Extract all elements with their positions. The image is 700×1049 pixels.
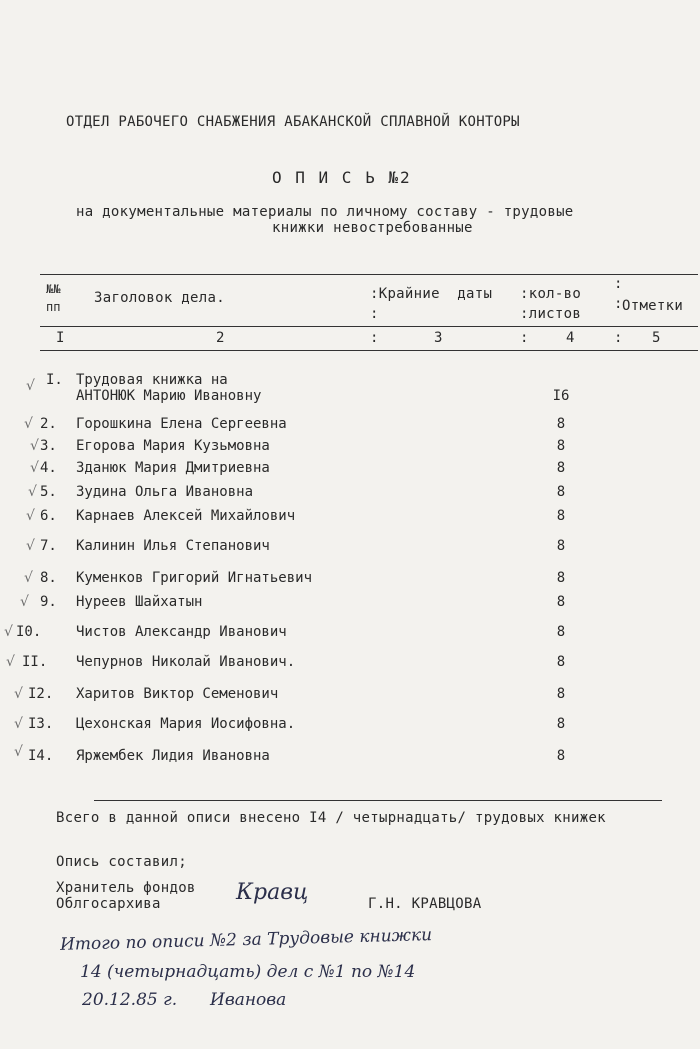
check-mark-icon: √ [24, 416, 33, 432]
row-title-continued: АНТОНЮК Марию Ивановну [76, 388, 262, 404]
row-number: I2. [28, 686, 54, 702]
row-count: 8 [556, 594, 566, 610]
keeper-label-line1: Хранитель фондов [56, 880, 196, 896]
row-title: Чепурнов Николай Иванович. [76, 654, 296, 670]
handwritten-signature: Иванова [210, 990, 287, 1010]
handwritten-note-line1: Итого по описи №2 за Трудовые книжки [59, 925, 433, 955]
row-count: 8 [556, 538, 566, 554]
col-header-notes: Отметки [622, 298, 684, 314]
row-count: 8 [556, 460, 566, 476]
row-title: Куменков Григорий Игнатьевич [76, 570, 313, 586]
row-title: Цехонская Мария Иосифовна. [76, 716, 296, 732]
col-header-dates: :Крайние даты : [370, 286, 493, 322]
document-title: О П И С Ь №2 [272, 168, 412, 187]
col-header-title: Заголовок дела. [94, 290, 225, 306]
row-number: 2. [40, 416, 57, 432]
col-header-count: :кол-во :листов [520, 286, 582, 322]
check-mark-icon: √ [20, 594, 29, 610]
check-mark-icon: √ [24, 570, 33, 586]
row-title: Нуреев Шайхатын [76, 594, 203, 610]
check-mark-icon: √ [6, 654, 15, 670]
row-title: Трудовая книжка на [76, 372, 228, 388]
handwritten-note-line3: 20.12.85 г. [82, 990, 178, 1010]
row-count: 8 [556, 686, 566, 702]
row-count: 8 [556, 624, 566, 640]
check-mark-icon: √ [4, 624, 13, 640]
colnum-3: 3 [434, 330, 443, 346]
row-number: I4. [28, 748, 54, 764]
colnum-4: 4 [566, 330, 575, 346]
subtitle-line2: книжки невостребованные [272, 220, 473, 236]
check-mark-icon: √ [26, 378, 35, 394]
row-count: 8 [556, 716, 566, 732]
row-number: 8. [40, 570, 57, 586]
table-colnum-rule [40, 350, 698, 351]
row-number: 6. [40, 508, 57, 524]
row-title: Зданюк Мария Дмитриевна [76, 460, 270, 476]
table-top-rule [40, 274, 698, 275]
col-sep: : [370, 330, 379, 346]
check-mark-icon: √ [28, 484, 37, 500]
row-count: 8 [556, 438, 566, 454]
row-count: 8 [556, 508, 566, 524]
col-header-number: №№ пп [46, 282, 61, 314]
col-sep: : [614, 276, 623, 292]
colnum-5: 5 [652, 330, 661, 346]
row-title: Калинин Илья Степанович [76, 538, 270, 554]
row-count: 8 [556, 484, 566, 500]
check-mark-icon: √ [26, 508, 35, 524]
check-mark-icon: √ [30, 438, 39, 454]
check-mark-icon: √ [14, 686, 23, 702]
row-count: 8 [556, 416, 566, 432]
row-number: 7. [40, 538, 57, 554]
keeper-name: Г.Н. КРАВЦОВА [368, 896, 482, 912]
row-count: 8 [556, 748, 566, 764]
row-count: I6 [552, 388, 570, 404]
row-title: Яржембек Лидия Ивановна [76, 748, 270, 764]
row-title: Карнаев Алексей Михайлович [76, 508, 296, 524]
footer-rule [94, 800, 662, 801]
row-count: 8 [556, 570, 566, 586]
row-number: I. [46, 372, 63, 388]
org-title: ОТДЕЛ РАБОЧЕГО СНАБЖЕНИЯ АБАКАНСКОЙ СПЛАВНОЙ КОНТОРЫ [66, 114, 520, 130]
row-number: II. [22, 654, 48, 670]
row-title: Егорова Мария Кузьмовна [76, 438, 270, 454]
row-title: Горошкина Елена Сергеевна [76, 416, 287, 432]
check-mark-icon: √ [14, 744, 23, 760]
table-header-rule [40, 326, 698, 327]
row-number: I0. [16, 624, 42, 640]
row-number: 9. [40, 594, 57, 610]
row-title: Зудина Ольга Ивановна [76, 484, 254, 500]
colnum-1: I [56, 330, 65, 346]
keeper-label-line2: Облгосархива [56, 896, 161, 912]
row-title: Чистов Александр Иванович [76, 624, 287, 640]
keeper-signature: Кравц [236, 880, 309, 905]
check-mark-icon: √ [26, 538, 35, 554]
compiled-label: Опись составил; [56, 854, 187, 870]
row-number: I3. [28, 716, 54, 732]
subtitle-line1: на документальные материалы по личному составу - трудовые [76, 204, 574, 220]
row-title: Харитов Виктор Семенович [76, 686, 279, 702]
row-number: 5. [40, 484, 57, 500]
col-sep: : [520, 330, 529, 346]
check-mark-icon: √ [14, 716, 23, 732]
total-line: Всего в данной описи внесено I4 / четырнадцать/ трудовых книжек [56, 810, 606, 826]
col-sep: : [614, 296, 623, 312]
col-sep: : [614, 330, 623, 346]
row-number: 4. [40, 460, 57, 476]
row-number: 3. [40, 438, 57, 454]
handwritten-note-line2: 14 (четырнадцать) дел с №1 по №14 [80, 962, 416, 982]
check-mark-icon: √ [30, 460, 39, 476]
row-count: 8 [556, 654, 566, 670]
colnum-2: 2 [216, 330, 225, 346]
